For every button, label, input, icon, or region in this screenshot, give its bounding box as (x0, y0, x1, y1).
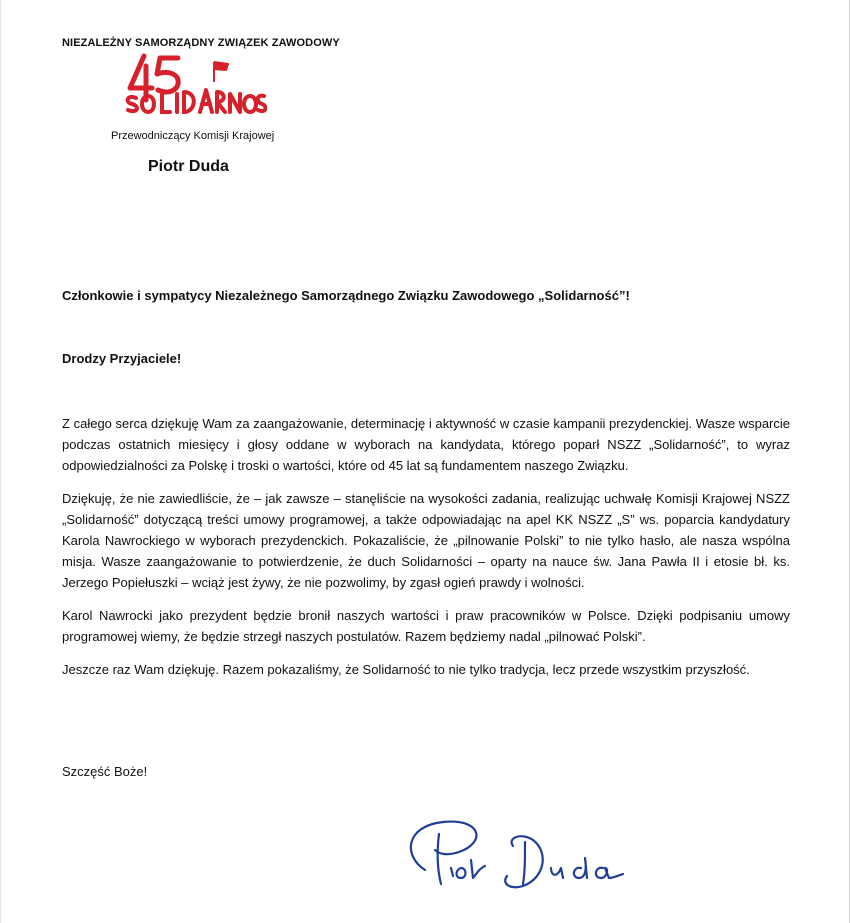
chair-title: Przewodniczący Komisji Krajowej (111, 130, 275, 142)
letter-paragraph: Dziękuję, że nie zawiedliście, że – jak zawsze – stanęliście na wysokości zadania, realizując uchwałę Komisji Krajowej NSZZ „Solidarność” dotyczącą treści umowy programowej, a także odpowiadając na apel KK NSZZ „S” ws. poparcia kandydatury Karola Nawrockiego w wyborach prezydenckich. Pokazaliście, że „pilnowanie Polski” to nie tylko hasło, ale nasza wspólna misja. Wasze zaangażowanie to potwierdzenie, że duch Solidarności – oparty na nauce św. Jana Pawła II i etosie bł. ks. Jerzego Popiełuszki – wciąż jest żywy, że nie pozwolimy, by zgasł ogień prawdy i wolności. (62, 491, 790, 590)
letter-greeting: Drodzy Przyjaciele! (62, 351, 182, 366)
letter-closing: Szczęść Boże! (62, 764, 148, 779)
letter-paragraph: Karol Nawrocki jako prezydent będzie bronił naszych wartości i praw pracowników w Polsce. Dzięki podpisaniu umowy programowej wiemy, że będzie strzegł naszych postulatów. Razem będziemy nadal „pilnować Polski”. (62, 608, 790, 644)
solidarnosc-logo (122, 52, 267, 127)
handwritten-signature (395, 812, 645, 902)
signature-graphic (395, 812, 645, 897)
solidarnosc-45-logo-graphic (122, 52, 267, 122)
letter-paragraph: Jeszcze raz Wam dziękuję. Razem pokazaliśmy, że Solidarność to nie tylko tradycja, lecz przede wszystkim przyszłość. (62, 662, 750, 677)
letter-body (62, 413, 790, 692)
organization-name: NIEZALEŻNY SAMORZĄDNY ZWIĄZEK ZAWODOWY (62, 37, 340, 49)
letter-paragraph: Z całego serca dziękuję Wam za zaangażowanie, determinację i aktywność w czasie kampanii prezydenckiej. Wasze wsparcie podczas ostatnich miesięcy i głosy oddane w wyborach na kandydata, którego poparł NSZZ „Solidarność”, to wyraz odpowiedzialności za Polskę i troski o wartości, które od 45 lat są fundamentem naszego Związku. (62, 416, 790, 473)
letter-salutation: Członkowie i sympatycy Niezależnego Samorządnego Związku Zawodowego „Solidarność”! (62, 288, 630, 303)
chair-name: Piotr Duda (148, 158, 229, 175)
